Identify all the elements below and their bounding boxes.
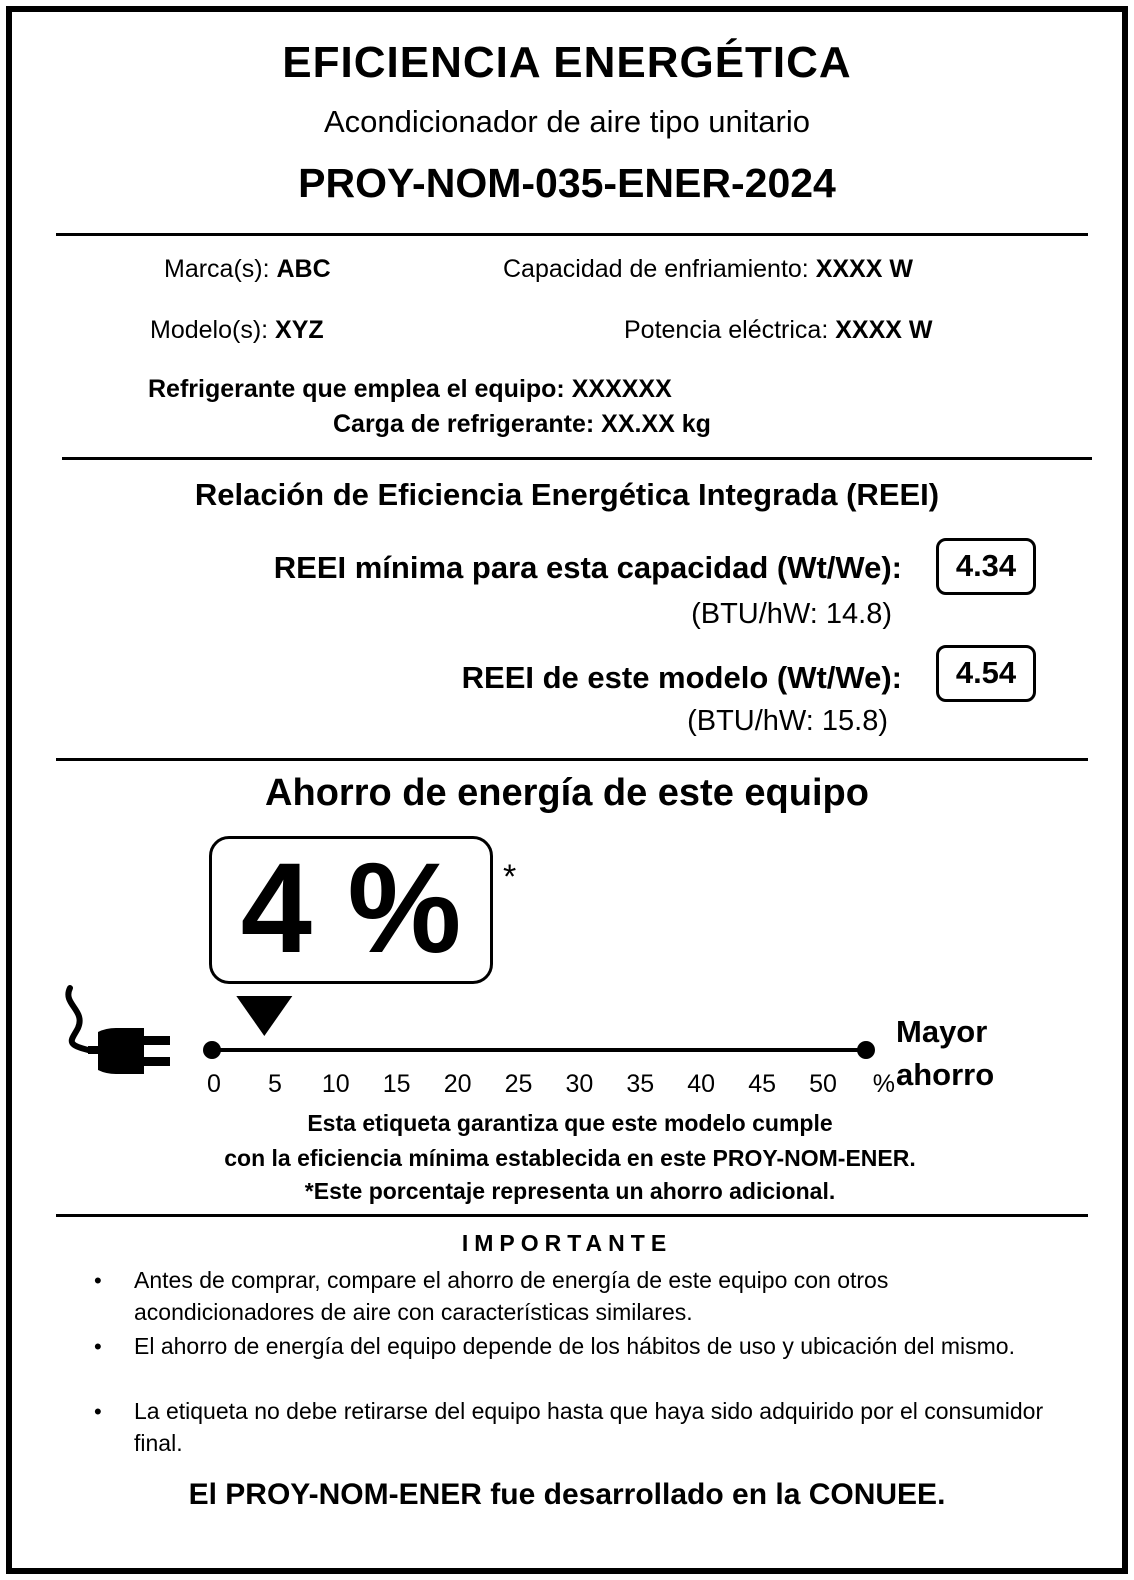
- label-title: EFICIENCIA ENERGÉTICA: [282, 38, 852, 87]
- model-value: XYZ: [275, 316, 324, 344]
- important-item-1: Antes de comprar, compare el ahorro de energía de este equipo con otros acondicionadores de aire con características similares.: [134, 1267, 889, 1325]
- scale-tick-label: 25: [504, 1070, 533, 1098]
- model-label: Modelo(s):: [150, 316, 276, 344]
- scale-start-dot: [203, 1041, 221, 1059]
- footer-text: El PROY-NOM-ENER fue desarrollado en la CONUEE.: [188, 1478, 946, 1511]
- divider: [56, 1214, 1088, 1217]
- charge-field: [333, 410, 711, 439]
- important-item-3: La etiqueta no debe retirarse del equipo hasta que haya sido adquirido por el consumidor final.: [134, 1398, 1044, 1456]
- capacity-field: [503, 255, 913, 284]
- scale-end-dot: [857, 1041, 875, 1059]
- brand-label: Marca(s):: [164, 255, 277, 283]
- savings-scale: [200, 990, 890, 1070]
- norm-code: PROY-NOM-035-ENER-2024: [298, 160, 836, 206]
- divider: [56, 758, 1088, 761]
- refrigerant-label: Refrigerante que emplea el equipo:: [148, 375, 572, 403]
- savings-pointer: [236, 996, 292, 1036]
- plug-icon: [60, 984, 180, 1080]
- reei-title: Relación de Eficiencia Energética Integrada (REEI): [194, 477, 940, 512]
- divider: [56, 233, 1088, 236]
- scale-tick-label: 0: [207, 1070, 221, 1098]
- capacity-label: Capacidad de enfriamiento:: [503, 255, 816, 283]
- reei-model-label: REEI de este modelo (Wt/We):: [461, 660, 902, 695]
- scale-tick-label: 35: [626, 1070, 655, 1098]
- brand-field: [164, 255, 331, 284]
- scale-tick-label: 10: [321, 1070, 350, 1098]
- important-item-2: El ahorro de energía del equipo depende de los hábitos de uso y ubicación del mismo.: [134, 1333, 1015, 1359]
- guarantee-note-3: *Este porcentaje representa un ahorro adicional.: [304, 1178, 836, 1204]
- greater-savings-line2: ahorro: [896, 1057, 995, 1092]
- scale-tick-label: 50: [809, 1070, 837, 1098]
- guarantee-note-1: Esta etiqueta garantiza que este modelo cumple: [307, 1110, 833, 1136]
- savings-title: Ahorro de energía de este equipo: [265, 772, 869, 814]
- scale-tick-label: 30: [565, 1070, 594, 1098]
- guarantee-note-2: con la eficiencia mínima establecida en este PROY-NOM-ENER.: [224, 1145, 916, 1171]
- reei-model-btu: (BTU/hW: 15.8): [687, 705, 888, 737]
- refrigerant-value: XXXXXX: [571, 375, 672, 403]
- refrigerant-field: [148, 375, 672, 404]
- power-field: [624, 316, 932, 345]
- charge-label: Carga de refrigerante:: [333, 410, 602, 438]
- scale-tick-label: 5: [267, 1070, 282, 1098]
- label-subtitle: Acondicionador de aire tipo unitario: [324, 104, 810, 139]
- power-label: Potencia eléctrica:: [624, 316, 836, 344]
- bullet-dot: •: [94, 1399, 102, 1424]
- scale-tick-label: 40: [687, 1070, 716, 1098]
- scale-tick-label: %: [872, 1070, 895, 1098]
- reei-min-btu: (BTU/hW: 14.8): [691, 598, 892, 630]
- greater-savings-line1: Mayor: [896, 1014, 988, 1049]
- savings-percent-box: 4 %: [209, 836, 493, 984]
- scale-tick-label: 20: [443, 1070, 472, 1098]
- reei-model-value: 4.54: [936, 645, 1036, 702]
- asterisk-mark: *: [503, 858, 517, 896]
- brand-value: ABC: [276, 255, 331, 283]
- charge-value: XX.XX kg: [601, 410, 711, 438]
- greater-savings-label: [896, 1010, 994, 1096]
- power-value: XXXX W: [835, 316, 933, 344]
- capacity-value: XXXX W: [815, 255, 913, 283]
- important-heading: IMPORTANTE: [461, 1230, 673, 1256]
- bullet-dot: •: [94, 1268, 102, 1293]
- scale-tick-label: 45: [748, 1070, 776, 1098]
- divider: [62, 457, 1092, 460]
- reei-min-label: REEI mínima para esta capacidad (Wt/We):: [273, 550, 902, 585]
- reei-min-value: 4.34: [936, 538, 1036, 595]
- bullet-dot: •: [94, 1334, 102, 1359]
- model-field: [150, 316, 324, 345]
- scale-tick-label: 15: [382, 1070, 411, 1098]
